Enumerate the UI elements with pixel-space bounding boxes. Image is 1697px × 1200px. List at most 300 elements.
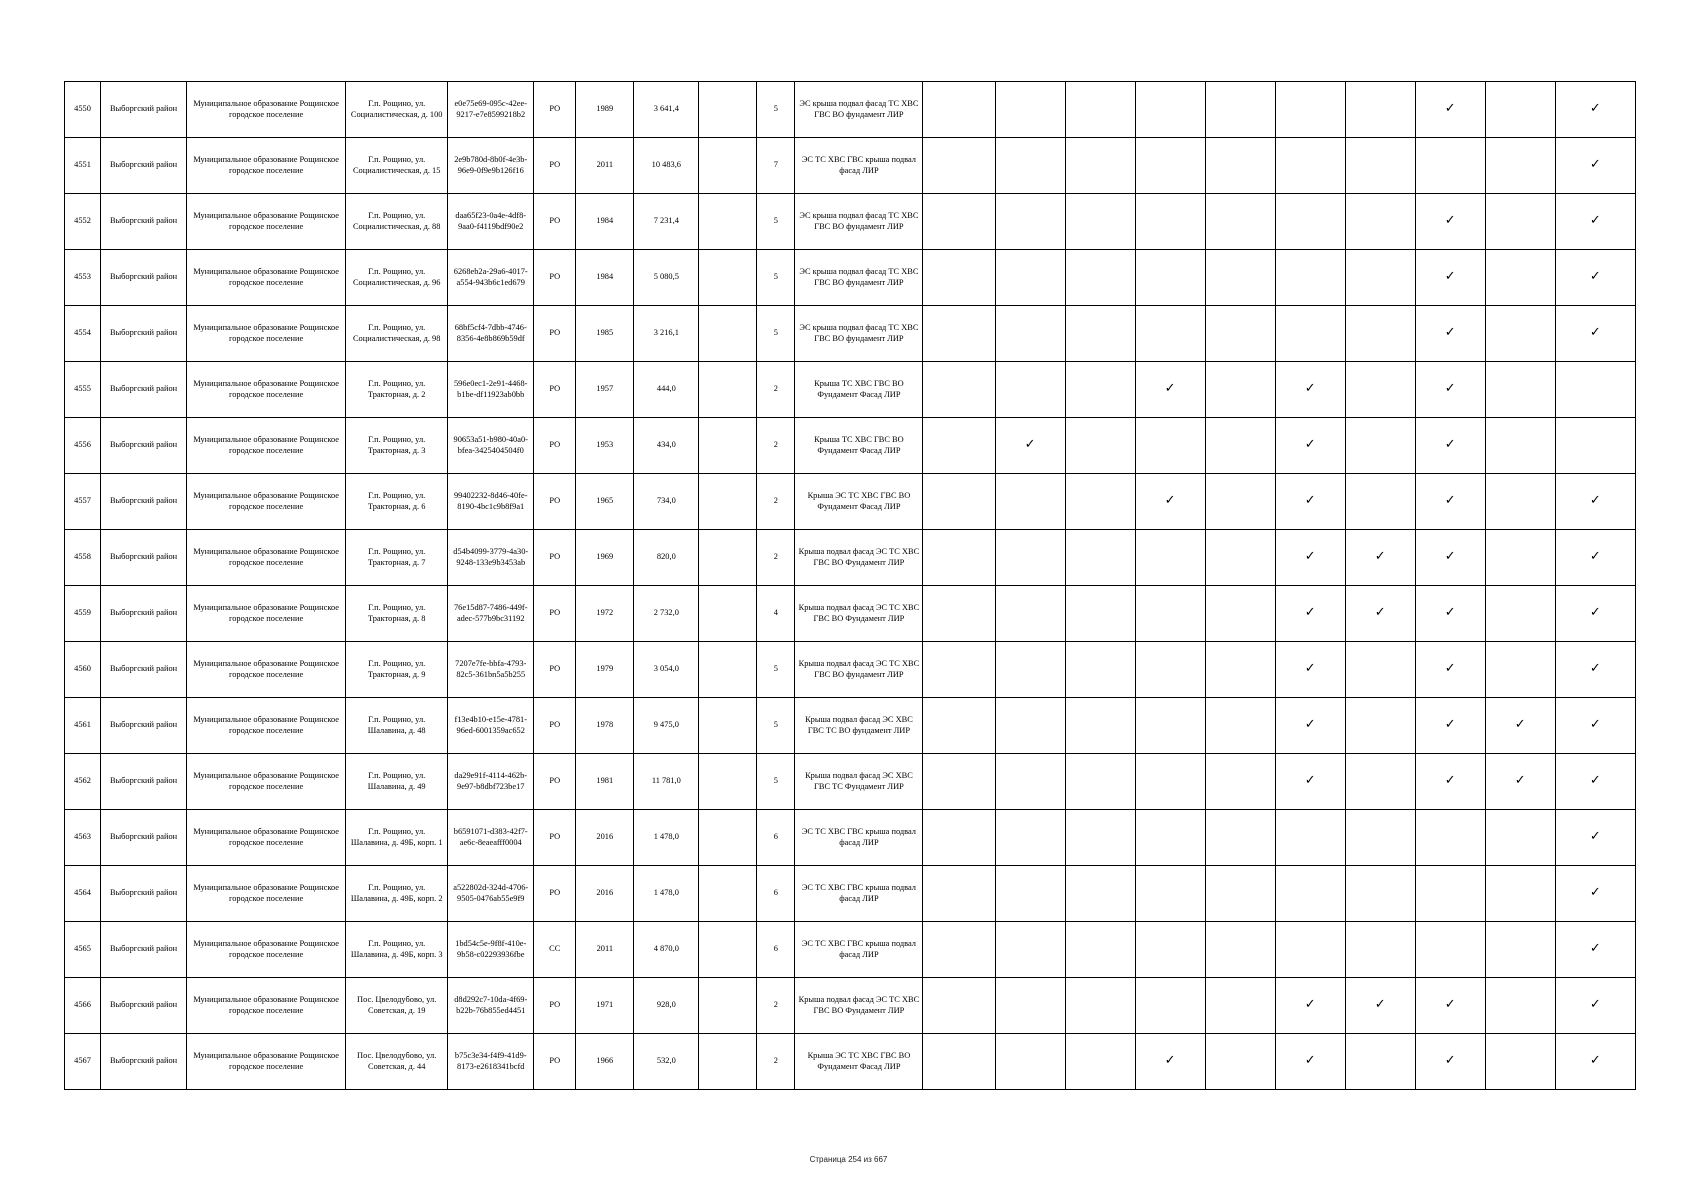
work-type-cell [1135, 754, 1205, 810]
check-mark-icon: ✓ [1555, 586, 1635, 642]
year-built-cell: 2016 [576, 866, 634, 922]
work-type-cell [923, 1034, 995, 1090]
check-mark-icon: ✓ [1415, 82, 1485, 138]
floors-cell: 2 [757, 1034, 795, 1090]
municipality-cell: Муниципальное образование Рощинское городское поселение [187, 250, 346, 306]
work-type-cell [923, 866, 995, 922]
table-row [65, 586, 1636, 642]
check-mark-icon: ✓ [1415, 586, 1485, 642]
district-cell: Выборгский район [101, 810, 187, 866]
house-guid-cell: 6268eb2a-29a6-4017-a554-943b6c1ed679 [448, 250, 534, 306]
house-guid-cell: d54b4099-3779-4a30-9248-133e9b3453ab [448, 530, 534, 586]
work-type-cell [1485, 586, 1555, 642]
work-type-cell [923, 586, 995, 642]
work-type-cell [1205, 194, 1275, 250]
works-list-cell: Крыша ТС ХВС ГВС ВО Фундамент Фасад ЛИР [795, 362, 923, 418]
check-mark-icon: ✓ [1275, 586, 1345, 642]
works-list-cell: Крыша подвал фасад ЭС ТС ХВС ГВС ВО Фундамент ЛИР [795, 978, 923, 1034]
area-cell: 3 641,4 [634, 82, 699, 138]
work-type-cell [1065, 698, 1135, 754]
table-row [65, 250, 1636, 306]
work-type-cell [1135, 586, 1205, 642]
ownership-cell: РО [534, 978, 576, 1034]
work-type-cell [995, 474, 1065, 530]
table-row [65, 418, 1636, 474]
table-row [65, 866, 1636, 922]
year-built-cell: 1965 [576, 474, 634, 530]
check-mark-icon: ✓ [1275, 530, 1345, 586]
district-cell: Выборгский район [101, 922, 187, 978]
work-type-cell [1275, 194, 1345, 250]
ownership-cell: РО [534, 194, 576, 250]
check-mark-icon: ✓ [1415, 1034, 1485, 1090]
work-type-cell [1205, 922, 1275, 978]
work-type-cell [1485, 474, 1555, 530]
district-cell: Выборгский район [101, 1034, 187, 1090]
municipality-cell: Муниципальное образование Рощинское городское поселение [187, 810, 346, 866]
check-mark-icon: ✓ [1555, 922, 1635, 978]
check-mark-icon: ✓ [1555, 530, 1635, 586]
work-type-cell [1555, 362, 1635, 418]
works-list-cell: ЭС ТС ХВС ГВС крыша подвал фасад ЛИР [795, 138, 923, 194]
work-type-cell [923, 978, 995, 1034]
district-cell: Выборгский район [101, 194, 187, 250]
work-type-cell [923, 194, 995, 250]
row-number: 4554 [65, 306, 101, 362]
area-cell: 9 475,0 [634, 698, 699, 754]
work-type-cell [1275, 866, 1345, 922]
work-type-cell [1135, 922, 1205, 978]
check-mark-icon: ✓ [1555, 1034, 1635, 1090]
row-number: 4553 [65, 250, 101, 306]
district-cell: Выборгский район [101, 866, 187, 922]
address-cell: Г.п. Рощино, ул. Социалистическая, д. 100 [346, 82, 448, 138]
check-mark-icon: ✓ [1555, 306, 1635, 362]
area-cell: 2 732,0 [634, 586, 699, 642]
ownership-cell: РО [534, 754, 576, 810]
floors-cell: 2 [757, 530, 795, 586]
work-type-cell [995, 1034, 1065, 1090]
municipality-cell: Муниципальное образование Рощинское городское поселение [187, 474, 346, 530]
year-built-cell: 1972 [576, 586, 634, 642]
work-type-cell [923, 754, 995, 810]
works-list-cell: ЭС ТС ХВС ГВС крыша подвал фасад ЛИР [795, 866, 923, 922]
work-type-cell [1135, 866, 1205, 922]
municipality-cell: Муниципальное образование Рощинское городское поселение [187, 82, 346, 138]
works-list-cell: ЭС крыша подвал фасад ТС ХВС ГВС ВО фундамент ЛИР [795, 194, 923, 250]
work-type-cell [1485, 418, 1555, 474]
work-type-cell [1065, 474, 1135, 530]
area-cell: 7 231,4 [634, 194, 699, 250]
work-type-cell [1485, 362, 1555, 418]
works-list-cell: Крыша подвал фасад ЭС ХВС ГВС ТС ВО фундамент ЛИР [795, 698, 923, 754]
row-number: 4565 [65, 922, 101, 978]
year-built-cell: 2011 [576, 138, 634, 194]
work-type-cell [1205, 866, 1275, 922]
work-type-cell [995, 530, 1065, 586]
check-mark-icon: ✓ [1555, 978, 1635, 1034]
empty-cell [699, 866, 757, 922]
work-type-cell [1345, 922, 1415, 978]
area-cell: 820,0 [634, 530, 699, 586]
house-guid-cell: 99402232-8d46-40fe-8190-4bc1c9b8f9a1 [448, 474, 534, 530]
check-mark-icon: ✓ [1275, 418, 1345, 474]
year-built-cell: 2016 [576, 810, 634, 866]
work-type-cell [1135, 698, 1205, 754]
work-type-cell [995, 754, 1065, 810]
work-type-cell [1065, 82, 1135, 138]
work-type-cell [1345, 418, 1415, 474]
work-type-cell [1065, 250, 1135, 306]
area-cell: 3 216,1 [634, 306, 699, 362]
district-cell: Выборгский район [101, 642, 187, 698]
work-type-cell [1205, 306, 1275, 362]
address-cell: Г.п. Рощино, ул. Шалавина, д. 48 [346, 698, 448, 754]
work-type-cell [1065, 138, 1135, 194]
floors-cell: 5 [757, 194, 795, 250]
housing-register-table [64, 81, 1636, 1090]
works-list-cell: ЭС ТС ХВС ГВС крыша подвал фасад ЛИР [795, 922, 923, 978]
house-guid-cell: 68bf5cf4-7dbb-4746-8356-4e8b869b59df [448, 306, 534, 362]
check-mark-icon: ✓ [1415, 754, 1485, 810]
area-cell: 928,0 [634, 978, 699, 1034]
floors-cell: 5 [757, 82, 795, 138]
house-guid-cell: f13e4b10-e15e-4781-96ed-6001359ac652 [448, 698, 534, 754]
work-type-cell [995, 642, 1065, 698]
check-mark-icon: ✓ [1275, 1034, 1345, 1090]
work-type-cell [1135, 642, 1205, 698]
work-type-cell [1485, 922, 1555, 978]
work-type-cell [1065, 978, 1135, 1034]
work-type-cell [1205, 978, 1275, 1034]
row-number: 4564 [65, 866, 101, 922]
work-type-cell [1205, 810, 1275, 866]
work-type-cell [995, 978, 1065, 1034]
municipality-cell: Муниципальное образование Рощинское городское поселение [187, 754, 346, 810]
work-type-cell [995, 810, 1065, 866]
ownership-cell: РО [534, 810, 576, 866]
work-type-cell [923, 418, 995, 474]
work-type-cell [1065, 866, 1135, 922]
year-built-cell: 1981 [576, 754, 634, 810]
district-cell: Выборгский район [101, 978, 187, 1034]
address-cell: Г.п. Рощино, ул. Социалистическая, д. 96 [346, 250, 448, 306]
check-mark-icon: ✓ [1415, 306, 1485, 362]
work-type-cell [1065, 306, 1135, 362]
municipality-cell: Муниципальное образование Рощинское городское поселение [187, 194, 346, 250]
work-type-cell [1275, 922, 1345, 978]
year-built-cell: 1969 [576, 530, 634, 586]
floors-cell: 5 [757, 698, 795, 754]
check-mark-icon: ✓ [1275, 362, 1345, 418]
check-mark-icon: ✓ [1555, 194, 1635, 250]
work-type-cell [923, 306, 995, 362]
work-type-cell [1065, 642, 1135, 698]
year-built-cell: 1979 [576, 642, 634, 698]
work-type-cell [1275, 138, 1345, 194]
district-cell: Выборгский район [101, 754, 187, 810]
district-cell: Выборгский район [101, 418, 187, 474]
floors-cell: 4 [757, 586, 795, 642]
row-number: 4558 [65, 530, 101, 586]
work-type-cell [1065, 194, 1135, 250]
check-mark-icon: ✓ [1275, 698, 1345, 754]
work-type-cell [1205, 530, 1275, 586]
work-type-cell [1135, 530, 1205, 586]
work-type-cell [1485, 82, 1555, 138]
work-type-cell [1485, 642, 1555, 698]
row-number: 4562 [65, 754, 101, 810]
work-type-cell [995, 866, 1065, 922]
work-type-cell [1415, 138, 1485, 194]
empty-cell [699, 138, 757, 194]
empty-cell [699, 418, 757, 474]
ownership-cell: РО [534, 250, 576, 306]
table-row [65, 642, 1636, 698]
district-cell: Выборгский район [101, 530, 187, 586]
row-number: 4560 [65, 642, 101, 698]
check-mark-icon: ✓ [1555, 82, 1635, 138]
area-cell: 1 478,0 [634, 866, 699, 922]
ownership-cell: РО [534, 530, 576, 586]
ownership-cell: СС [534, 922, 576, 978]
works-list-cell: Крыша подвал фасад ЭС ТС ХВС ГВС ВО Фундамент ЛИР [795, 586, 923, 642]
floors-cell: 6 [757, 810, 795, 866]
work-type-cell [1485, 1034, 1555, 1090]
check-mark-icon: ✓ [1555, 642, 1635, 698]
address-cell: Пос. Цвелодубово, ул. Советская, д. 44 [346, 1034, 448, 1090]
check-mark-icon: ✓ [1555, 866, 1635, 922]
works-list-cell: Крыша подвал фасад ЭС ТС ХВС ГВС ВО Фундамент ЛИР [795, 530, 923, 586]
work-type-cell [995, 306, 1065, 362]
work-type-cell [1135, 82, 1205, 138]
work-type-cell [923, 922, 995, 978]
district-cell: Выборгский район [101, 82, 187, 138]
work-type-cell [923, 362, 995, 418]
check-mark-icon: ✓ [1555, 698, 1635, 754]
address-cell: Г.п. Рощино, ул. Тракторная, д. 6 [346, 474, 448, 530]
work-type-cell [1065, 754, 1135, 810]
check-mark-icon: ✓ [1415, 362, 1485, 418]
row-number: 4550 [65, 82, 101, 138]
address-cell: Г.п. Рощино, ул. Социалистическая, д. 88 [346, 194, 448, 250]
work-type-cell [1345, 82, 1415, 138]
ownership-cell: РО [534, 642, 576, 698]
year-built-cell: 1984 [576, 250, 634, 306]
ownership-cell: РО [534, 866, 576, 922]
check-mark-icon: ✓ [1555, 474, 1635, 530]
check-mark-icon: ✓ [1555, 754, 1635, 810]
work-type-cell [1485, 810, 1555, 866]
table-row [65, 1034, 1636, 1090]
table-row [65, 138, 1636, 194]
work-type-cell [1555, 418, 1635, 474]
work-type-cell [1065, 362, 1135, 418]
row-number: 4567 [65, 1034, 101, 1090]
row-number: 4559 [65, 586, 101, 642]
house-guid-cell: d8d292c7-10da-4f69-b22b-76b855ed4451 [448, 978, 534, 1034]
work-type-cell [995, 586, 1065, 642]
empty-cell [699, 250, 757, 306]
work-type-cell [923, 82, 995, 138]
check-mark-icon: ✓ [1345, 586, 1415, 642]
district-cell: Выборгский район [101, 306, 187, 362]
work-type-cell [1275, 306, 1345, 362]
check-mark-icon: ✓ [995, 418, 1065, 474]
house-guid-cell: 76e15d87-7486-449f-adec-577b9bc31192 [448, 586, 534, 642]
work-type-cell [1065, 922, 1135, 978]
empty-cell [699, 306, 757, 362]
work-type-cell [1205, 1034, 1275, 1090]
work-type-cell [1345, 810, 1415, 866]
work-type-cell [1135, 250, 1205, 306]
work-type-cell [995, 922, 1065, 978]
floors-cell: 5 [757, 250, 795, 306]
work-type-cell [923, 530, 995, 586]
work-type-cell [1345, 1034, 1415, 1090]
check-mark-icon: ✓ [1415, 642, 1485, 698]
house-guid-cell: a522802d-324d-4706-9505-0476ab55e9f9 [448, 866, 534, 922]
table-row [65, 698, 1636, 754]
row-number: 4566 [65, 978, 101, 1034]
work-type-cell [1485, 138, 1555, 194]
municipality-cell: Муниципальное образование Рощинское городское поселение [187, 642, 346, 698]
work-type-cell [1345, 362, 1415, 418]
work-type-cell [1415, 866, 1485, 922]
district-cell: Выборгский район [101, 138, 187, 194]
check-mark-icon: ✓ [1415, 530, 1485, 586]
empty-cell [699, 1034, 757, 1090]
page-footer: Страница 254 из 667 [809, 1155, 888, 1164]
area-cell: 434,0 [634, 418, 699, 474]
work-type-cell [1205, 418, 1275, 474]
works-list-cell: Крыша ЭС ТС ХВС ГВС ВО Фундамент Фасад ЛИР [795, 474, 923, 530]
work-type-cell [923, 642, 995, 698]
row-number: 4555 [65, 362, 101, 418]
row-number: 4556 [65, 418, 101, 474]
year-built-cell: 1971 [576, 978, 634, 1034]
work-type-cell [923, 250, 995, 306]
work-type-cell [1065, 418, 1135, 474]
works-list-cell: Крыша подвал фасад ЭС ХВС ГВС ТС Фундамент ЛИР [795, 754, 923, 810]
work-type-cell [995, 194, 1065, 250]
work-type-cell [923, 138, 995, 194]
municipality-cell: Муниципальное образование Рощинское городское поселение [187, 922, 346, 978]
floors-cell: 5 [757, 642, 795, 698]
floors-cell: 2 [757, 362, 795, 418]
work-type-cell [1345, 866, 1415, 922]
house-guid-cell: 1bd54c5e-9f8f-410e-9b58-c02293936fbe [448, 922, 534, 978]
house-guid-cell: b6591071-d383-42f7-ae6c-8eaeafff0004 [448, 810, 534, 866]
table-row [65, 754, 1636, 810]
address-cell: Г.п. Рощино, ул. Социалистическая, д. 15 [346, 138, 448, 194]
work-type-cell [1065, 586, 1135, 642]
ownership-cell: РО [534, 362, 576, 418]
work-type-cell [1205, 586, 1275, 642]
check-mark-icon: ✓ [1555, 250, 1635, 306]
work-type-cell [1345, 138, 1415, 194]
row-number: 4561 [65, 698, 101, 754]
house-guid-cell: da29e91f-4114-462b-9e97-b8dbf723be17 [448, 754, 534, 810]
area-cell: 444,0 [634, 362, 699, 418]
work-type-cell [995, 138, 1065, 194]
area-cell: 5 080,5 [634, 250, 699, 306]
ownership-cell: РО [534, 1034, 576, 1090]
year-built-cell: 1953 [576, 418, 634, 474]
work-type-cell [1415, 922, 1485, 978]
work-type-cell [1485, 250, 1555, 306]
area-cell: 4 870,0 [634, 922, 699, 978]
works-list-cell: ЭС крыша подвал фасад ТС ХВС ГВС ВО фундамент ЛИР [795, 250, 923, 306]
municipality-cell: Муниципальное образование Рощинское городское поселение [187, 1034, 346, 1090]
check-mark-icon: ✓ [1275, 642, 1345, 698]
empty-cell [699, 922, 757, 978]
house-guid-cell: 596e0ec1-2e91-4468-b1be-df11923ab0bb [448, 362, 534, 418]
work-type-cell [1345, 698, 1415, 754]
table-row [65, 306, 1636, 362]
empty-cell [699, 754, 757, 810]
address-cell: Г.п. Рощино, ул. Шалавина, д. 49Б, корп. 3 [346, 922, 448, 978]
check-mark-icon: ✓ [1135, 362, 1205, 418]
check-mark-icon: ✓ [1485, 698, 1555, 754]
table-row [65, 194, 1636, 250]
empty-cell [699, 642, 757, 698]
area-cell: 10 483,6 [634, 138, 699, 194]
check-mark-icon: ✓ [1345, 530, 1415, 586]
work-type-cell [995, 82, 1065, 138]
floors-cell: 5 [757, 754, 795, 810]
floors-cell: 5 [757, 306, 795, 362]
house-guid-cell: daa65f23-0a4e-4df8-9aa0-f4119bdf90e2 [448, 194, 534, 250]
year-built-cell: 1978 [576, 698, 634, 754]
work-type-cell [1135, 306, 1205, 362]
check-mark-icon: ✓ [1345, 978, 1415, 1034]
work-type-cell [1205, 138, 1275, 194]
area-cell: 532,0 [634, 1034, 699, 1090]
area-cell: 1 478,0 [634, 810, 699, 866]
municipality-cell: Муниципальное образование Рощинское городское поселение [187, 866, 346, 922]
check-mark-icon: ✓ [1135, 474, 1205, 530]
empty-cell [699, 194, 757, 250]
district-cell: Выборгский район [101, 474, 187, 530]
works-list-cell: Крыша ТС ХВС ГВС ВО Фундамент Фасад ЛИР [795, 418, 923, 474]
house-guid-cell: b75c3e34-f4f9-41d9-8173-e2618341bcfd [448, 1034, 534, 1090]
empty-cell [699, 362, 757, 418]
check-mark-icon: ✓ [1485, 754, 1555, 810]
empty-cell [699, 978, 757, 1034]
floors-cell: 6 [757, 866, 795, 922]
address-cell: Г.п. Рощино, ул. Тракторная, д. 9 [346, 642, 448, 698]
work-type-cell [1205, 250, 1275, 306]
work-type-cell [1485, 978, 1555, 1034]
works-list-cell: Крыша подвал фасад ЭС ТС ХВС ГВС ВО фундамент ЛИР [795, 642, 923, 698]
work-type-cell [1345, 250, 1415, 306]
municipality-cell: Муниципальное образование Рощинское городское поселение [187, 586, 346, 642]
work-type-cell [995, 250, 1065, 306]
work-type-cell [1485, 530, 1555, 586]
work-type-cell [1345, 754, 1415, 810]
year-built-cell: 1985 [576, 306, 634, 362]
table-row [65, 474, 1636, 530]
empty-cell [699, 82, 757, 138]
work-type-cell [1065, 810, 1135, 866]
work-type-cell [1485, 194, 1555, 250]
work-type-cell [1135, 810, 1205, 866]
ownership-cell: РО [534, 474, 576, 530]
work-type-cell [1205, 698, 1275, 754]
check-mark-icon: ✓ [1415, 194, 1485, 250]
work-type-cell [1275, 82, 1345, 138]
